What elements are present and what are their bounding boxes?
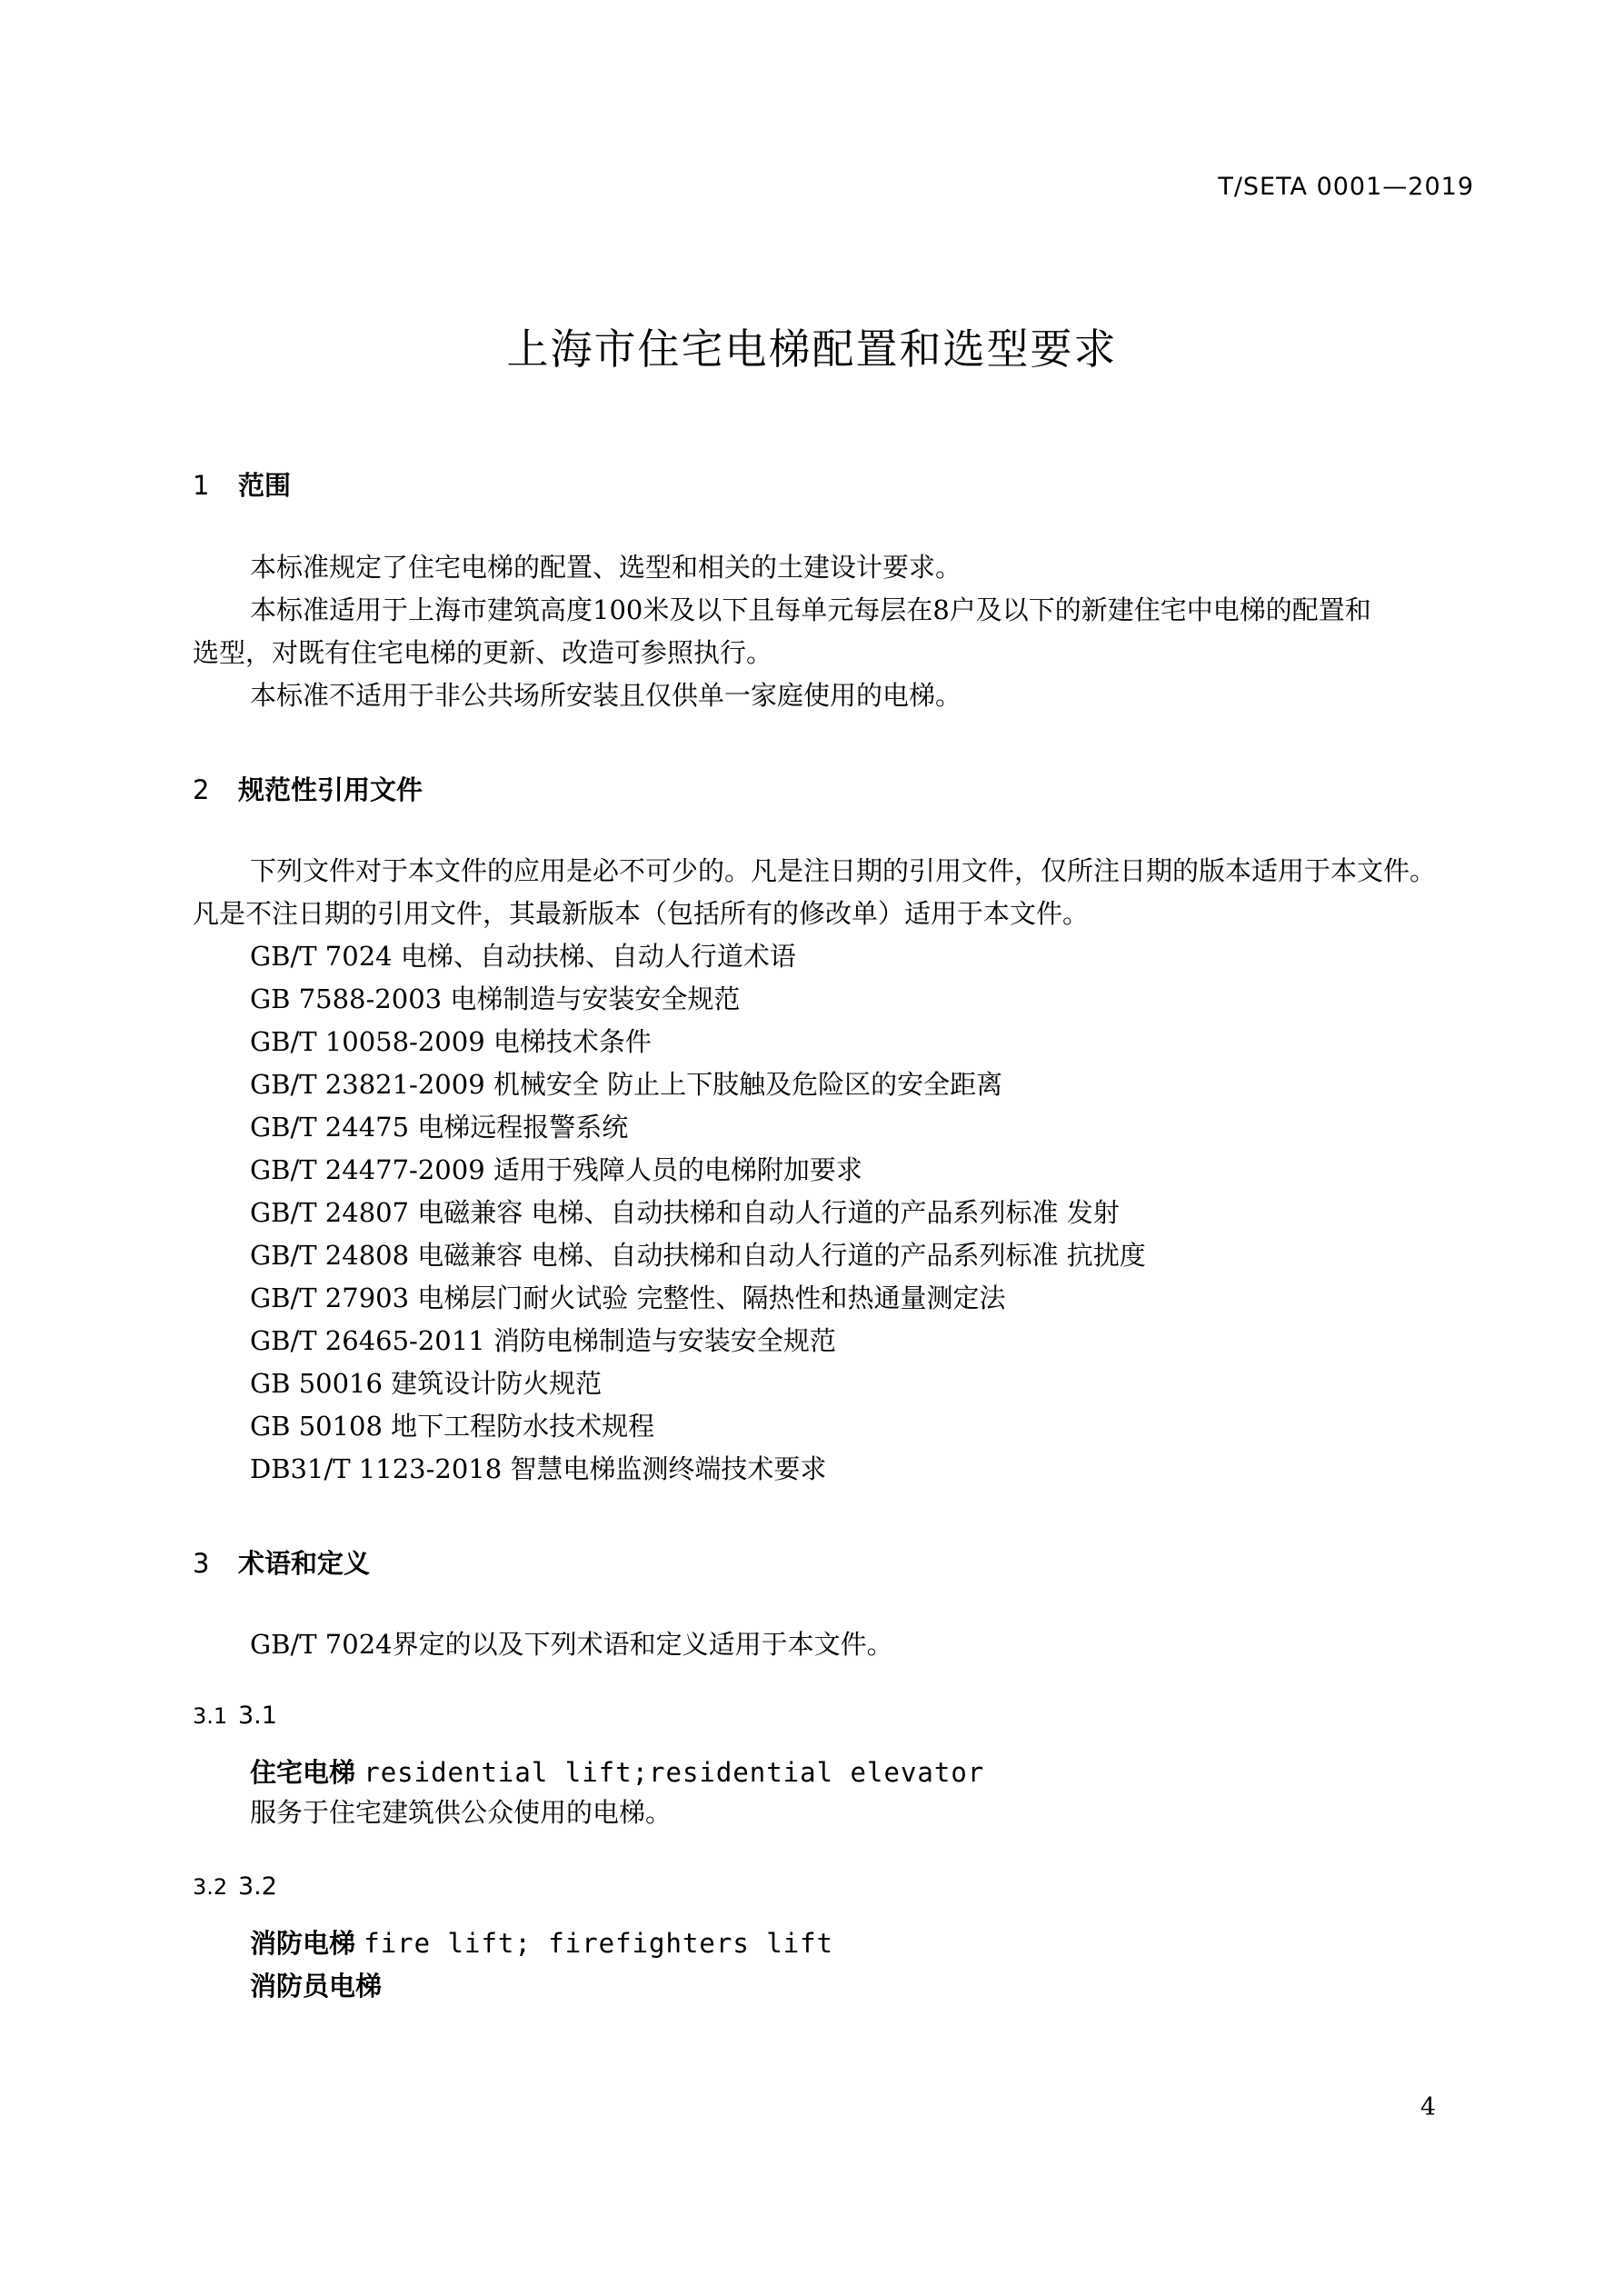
section-3-heading — [193, 1543, 370, 1581]
section-1-paragraph-2-line-2: 选型，对既有住宅电梯的更新、改造可参照执行。 — [193, 637, 773, 668]
section-2-intro-line-2: 凡是不注日期的引用文件，其最新版本（包括所有的修改单）适用于本文件。 — [193, 898, 1090, 929]
reference-item: GB/T 26465-2011 消防电梯制造与安装安全规范 — [250, 1325, 836, 1356]
reference-item: DB31/T 1123-2018 智慧电梯监测终端技术要求 — [250, 1453, 827, 1484]
section-1-number: 1 — [193, 470, 210, 501]
section-2-heading — [193, 770, 423, 807]
reference-item: GB/T 10058-2009 电梯技术条件 — [250, 1026, 652, 1057]
section-2-title: 规范性引用文件 — [238, 774, 423, 805]
document-number: T/SETA 0001—2019 — [1218, 173, 1474, 201]
section-1-paragraph-2-line-1: 本标准适用于上海市建筑高度100米及以下且每单元每层在8户及以下的新建住宅中电梯的配置和 — [250, 594, 1371, 625]
reference-item: GB 7588-2003 电梯制造与安装安全规范 — [250, 983, 741, 1014]
reference-item: GB/T 27903 电梯层门耐火试验 完整性、隔热性和热通量测定法 — [250, 1283, 1006, 1313]
reference-item: GB/T 7024 电梯、自动扶梯、自动人行道术语 — [250, 941, 796, 972]
reference-item: GB/T 24808 电磁兼容 电梯、自动扶梯和自动人行道的产品系列标准 抗扰度 — [250, 1240, 1146, 1271]
term-3-2-zh: 消防电梯 — [250, 1928, 356, 1959]
page-number: 4 — [1420, 2093, 1436, 2121]
term-3-2-en: fire lift; firefighters lift — [364, 1928, 834, 1959]
section-3-number: 3 — [193, 1548, 210, 1579]
term-3-1-en: residential lift;residential elevator — [364, 1757, 985, 1788]
reference-item: GB/T 24475 电梯远程报警系统 — [250, 1112, 629, 1143]
section-1-paragraph-3: 本标准不适用于非公共场所安装且仅供单一家庭使用的电梯。 — [250, 680, 962, 711]
term-3-2-marker: 3.2 — [193, 1874, 228, 1900]
reference-item: GB/T 24477-2009 适用于残障人员的电梯附加要求 — [250, 1154, 862, 1185]
term-3-1-number — [193, 1702, 277, 1730]
section-3-title: 术语和定义 — [238, 1548, 371, 1579]
reference-item: GB/T 24807 电磁兼容 电梯、自动扶梯和自动人行道的产品系列标准 发射 — [250, 1197, 1120, 1228]
section-2-number: 2 — [193, 774, 210, 805]
term-3-1-entry — [250, 1752, 984, 1790]
term-3-1-zh: 住宅电梯 — [250, 1757, 356, 1788]
section-1-paragraph-1: 本标准规定了住宅电梯的配置、选型和相关的土建设计要求。 — [250, 552, 962, 583]
term-3-1-marker: 3.1 — [193, 1703, 228, 1729]
page-title: 上海市住宅电梯配置和选型要求 — [506, 324, 1118, 374]
reference-item: GB 50016 建筑设计防火规范 — [250, 1368, 603, 1399]
reference-item: GB 50108 地下工程防水技术规程 — [250, 1411, 655, 1442]
term-3-2-label: 3.2 — [238, 1872, 277, 1901]
reference-item: GB/T 23821-2009 机械安全 防止上下肢触及危险区的安全距离 — [250, 1069, 1003, 1100]
section-1-title: 范围 — [238, 470, 292, 501]
section-2-intro-line-1: 下列文件对于本文件的应用是必不可少的。凡是注日期的引用文件，仅所注日期的版本适用于本文件。 — [250, 855, 1437, 886]
term-3-2-alternate: 消防员电梯 — [250, 1971, 383, 2002]
term-3-2-entry — [250, 1923, 833, 1961]
section-3-intro: GB/T 7024界定的以及下列术语和定义适用于本文件。 — [250, 1629, 893, 1660]
term-3-1-label: 3.1 — [238, 1702, 277, 1730]
term-3-2-number — [193, 1872, 277, 1901]
term-3-1-definition: 服务于住宅建筑供公众使用的电梯。 — [250, 1797, 673, 1828]
section-1-heading — [193, 465, 291, 503]
